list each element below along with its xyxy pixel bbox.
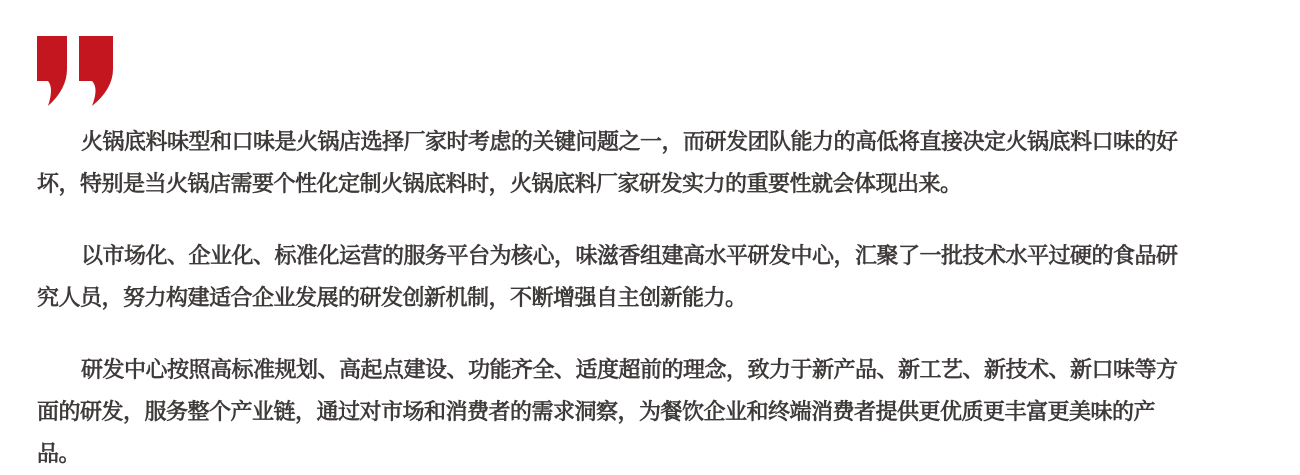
- paragraph-2-line-2: 究人员，努力构建适合企业发展的研发创新机制，不断增强自主创新能力。: [37, 285, 747, 310]
- article-body: [37, 121, 1197, 475]
- paragraph-1: [37, 121, 1197, 205]
- paragraph-1-line-1: 火锅底料味型和口味是火锅店选择厂家时考虑的关键问题之一，而研发团队能力的高低将直接决定火锅底料口味的好: [81, 129, 1178, 154]
- paragraph-2-line-1: 以市场化、企业化、标准化运营的服务平台为核心，味滋香组建高水平研发中心，汇聚了一批技术水平过硬的食品研: [81, 243, 1178, 268]
- paragraph-3: [37, 349, 1197, 475]
- paragraph-2: [37, 235, 1197, 319]
- paragraph-3-line-1: 研发中心按照高标准规划、高起点建设、功能齐全、适度超前的理念，致力于新产品、新工艺、新技术、新口味等方: [81, 357, 1178, 382]
- quote-mark-right: [79, 36, 113, 106]
- paragraph-3-line-2: 面的研发，服务整个产业链，通过对市场和消费者的需求洞察，为餐饮企业和终端消费者提供更优质更丰富更美味的产: [37, 399, 1156, 424]
- opening-double-quote-icon: [37, 36, 113, 106]
- paragraph-1-line-2: 坏，特别是当火锅店需要个性化定制火锅底料时，火锅底料厂家研发实力的重要性就会体现出来。: [37, 171, 962, 196]
- paragraph-3-line-3: 品。: [37, 441, 81, 466]
- quote-mark-left: [37, 36, 67, 106]
